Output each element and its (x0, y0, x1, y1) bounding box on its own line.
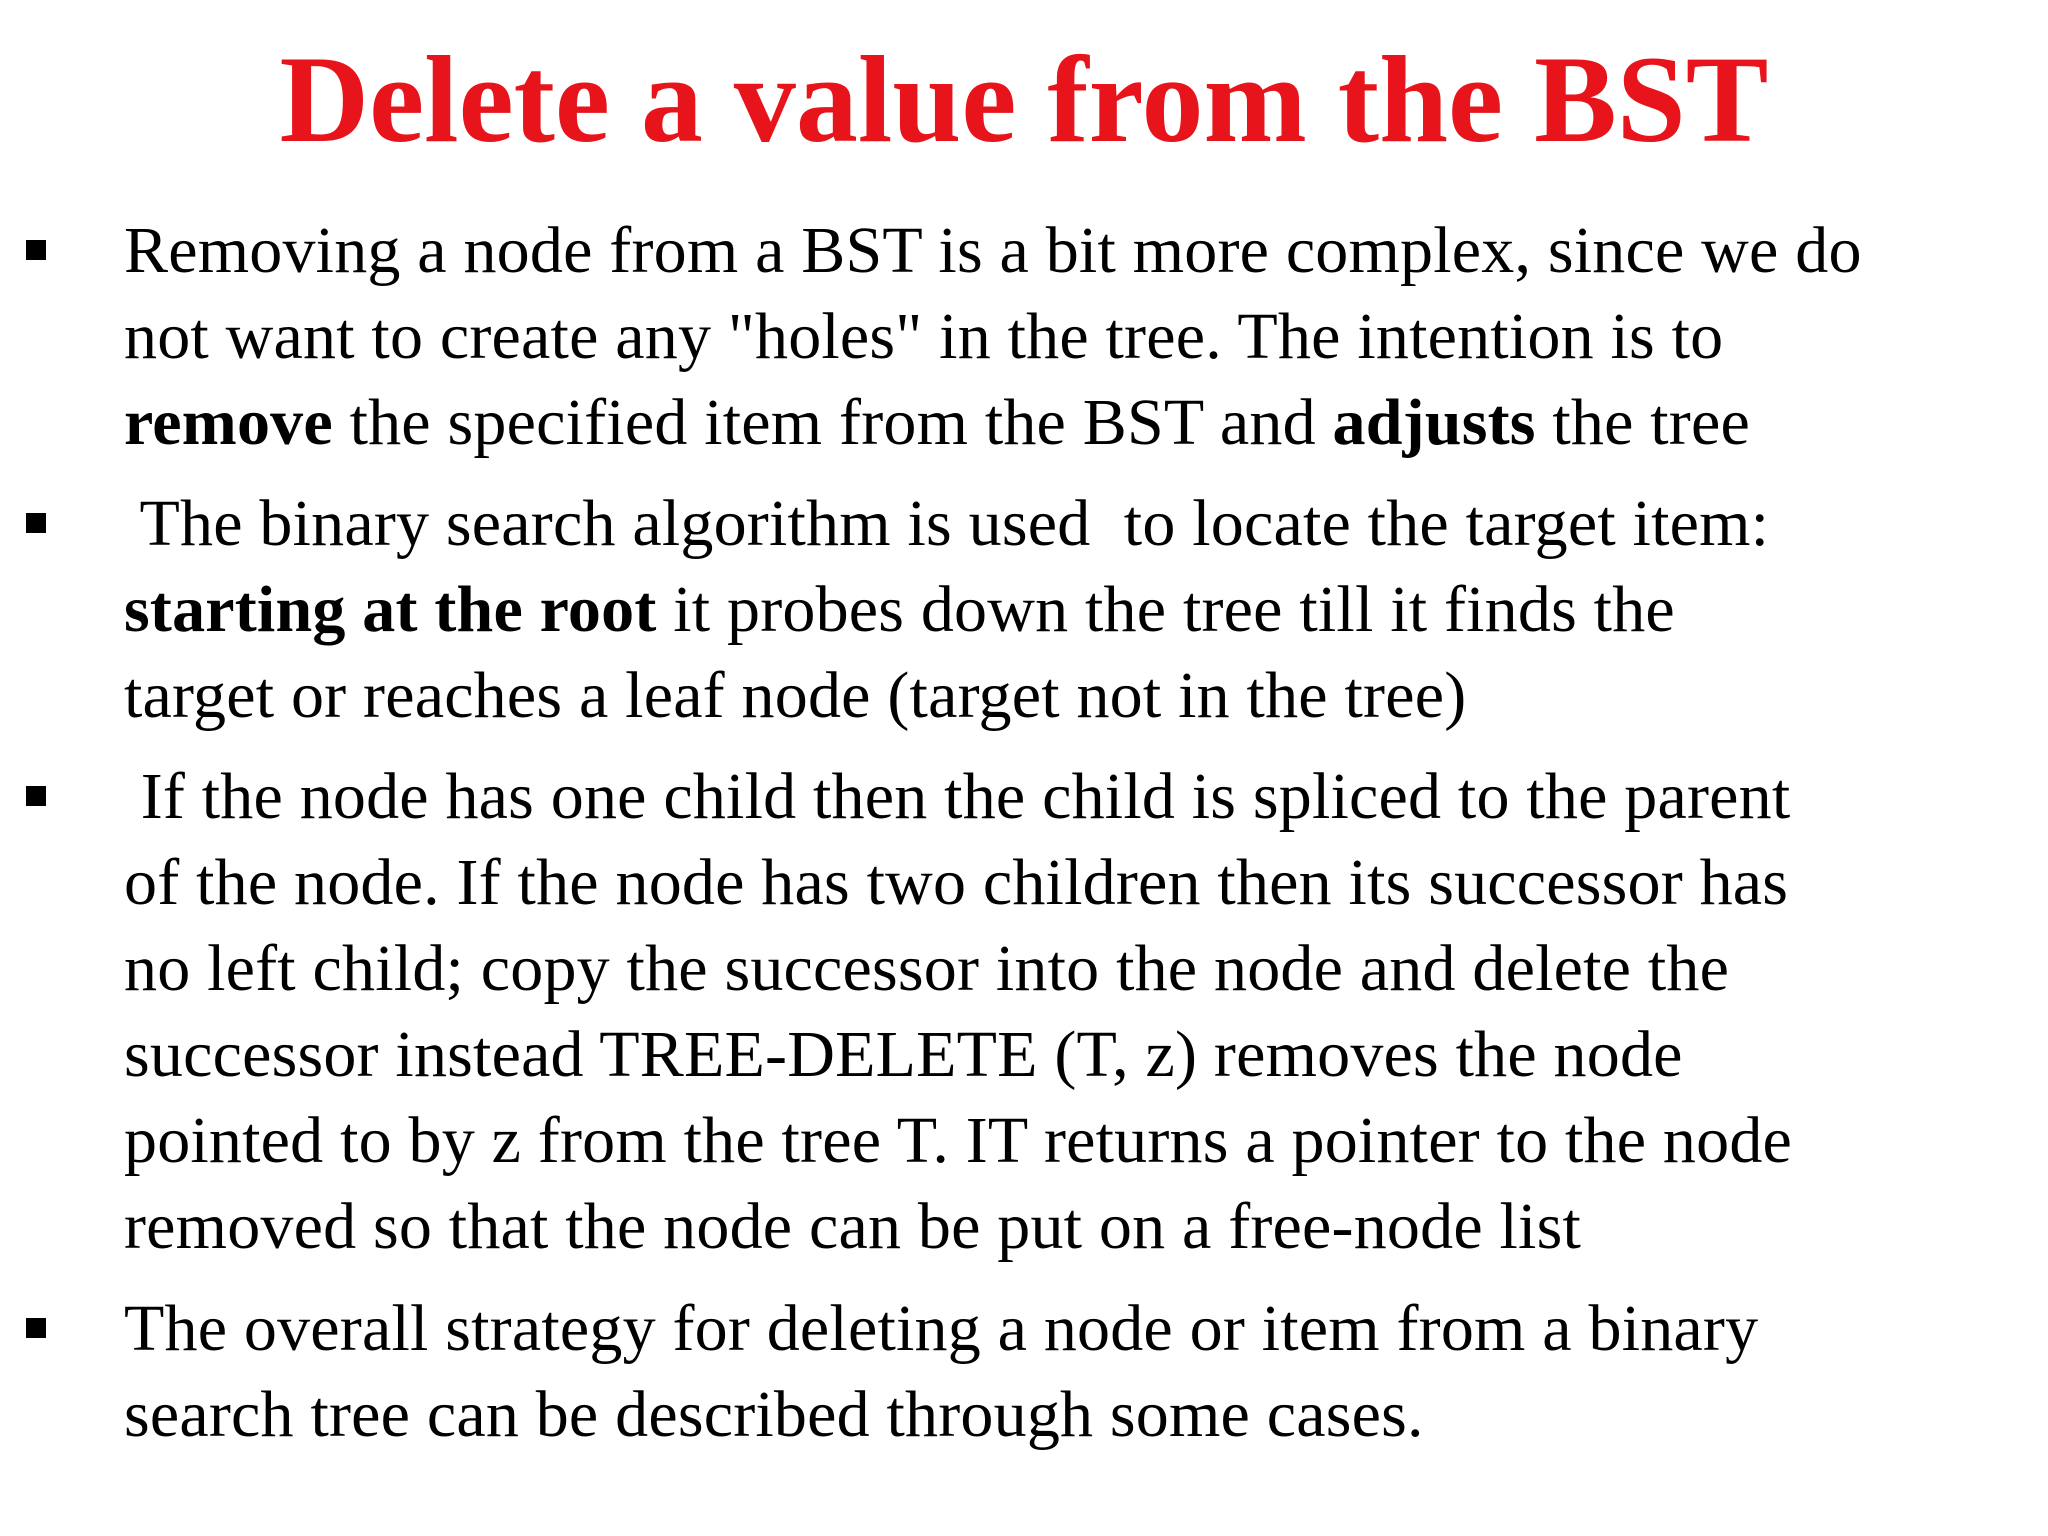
text-run: If the node has one child then the child is spliced to the parent (124, 760, 1791, 833)
bold-text: adjusts (1332, 386, 1536, 459)
bullet-line (124, 926, 2048, 1012)
text-run: The binary search algorithm is used to locate the target item: (124, 487, 1770, 560)
bullet-text (124, 754, 2048, 1270)
square-bullet-icon (26, 240, 46, 260)
text-run: it probes down the tree till it finds the (656, 573, 1675, 646)
bullet-line (124, 1372, 2048, 1458)
bullet-text (124, 208, 2048, 466)
bullet-line (124, 1012, 2048, 1098)
bullet-line (124, 1286, 2048, 1372)
bullet-text (124, 1286, 2048, 1458)
bullet-line (124, 840, 2048, 926)
text-run: successor instead TREE-DELETE (T, z) removes the node (124, 1018, 1683, 1091)
bullet-line (124, 754, 2048, 840)
text-run: search tree can be described through some cases. (124, 1378, 1424, 1451)
bullet-line (124, 567, 2048, 653)
bullet-line (124, 1098, 2048, 1184)
bullet-line (124, 380, 2048, 466)
bullet-line (124, 208, 2048, 294)
text-run: no left child; copy the successor into the node and delete the (124, 932, 1730, 1005)
square-bullet-icon (26, 513, 46, 533)
square-bullet-icon (26, 786, 46, 806)
bullet-line (124, 1184, 2048, 1270)
text-run: target or reaches a leaf node (target not in the tree) (124, 659, 1467, 732)
bullet-line (124, 653, 2048, 739)
text-run: the specified item from the BST and (332, 386, 1333, 459)
text-run: Removing a node from a BST is a bit more complex, since we do (124, 214, 1862, 287)
text-run: of the node. If the node has two children then its successor has (124, 846, 1789, 919)
text-run: removed so that the node can be put on a free-node list (124, 1190, 1582, 1263)
text-run: not want to create any "holes" in the tree. The intention is to (124, 300, 1724, 373)
text-run: pointed to by z from the tree T. IT returns a pointer to the node (124, 1104, 1793, 1177)
square-bullet-icon (26, 1318, 46, 1338)
bullet-text (124, 481, 2048, 739)
text-run: the tree (1535, 386, 1750, 459)
bold-text: remove (124, 386, 333, 459)
bold-text: starting at the root (124, 573, 657, 646)
text-run: The overall strategy for deleting a node or item from a binary (124, 1292, 1759, 1365)
bullet-line (124, 481, 2048, 567)
bullet-line (124, 294, 2048, 380)
slide-title: Delete a value from the BST (279, 31, 1769, 168)
